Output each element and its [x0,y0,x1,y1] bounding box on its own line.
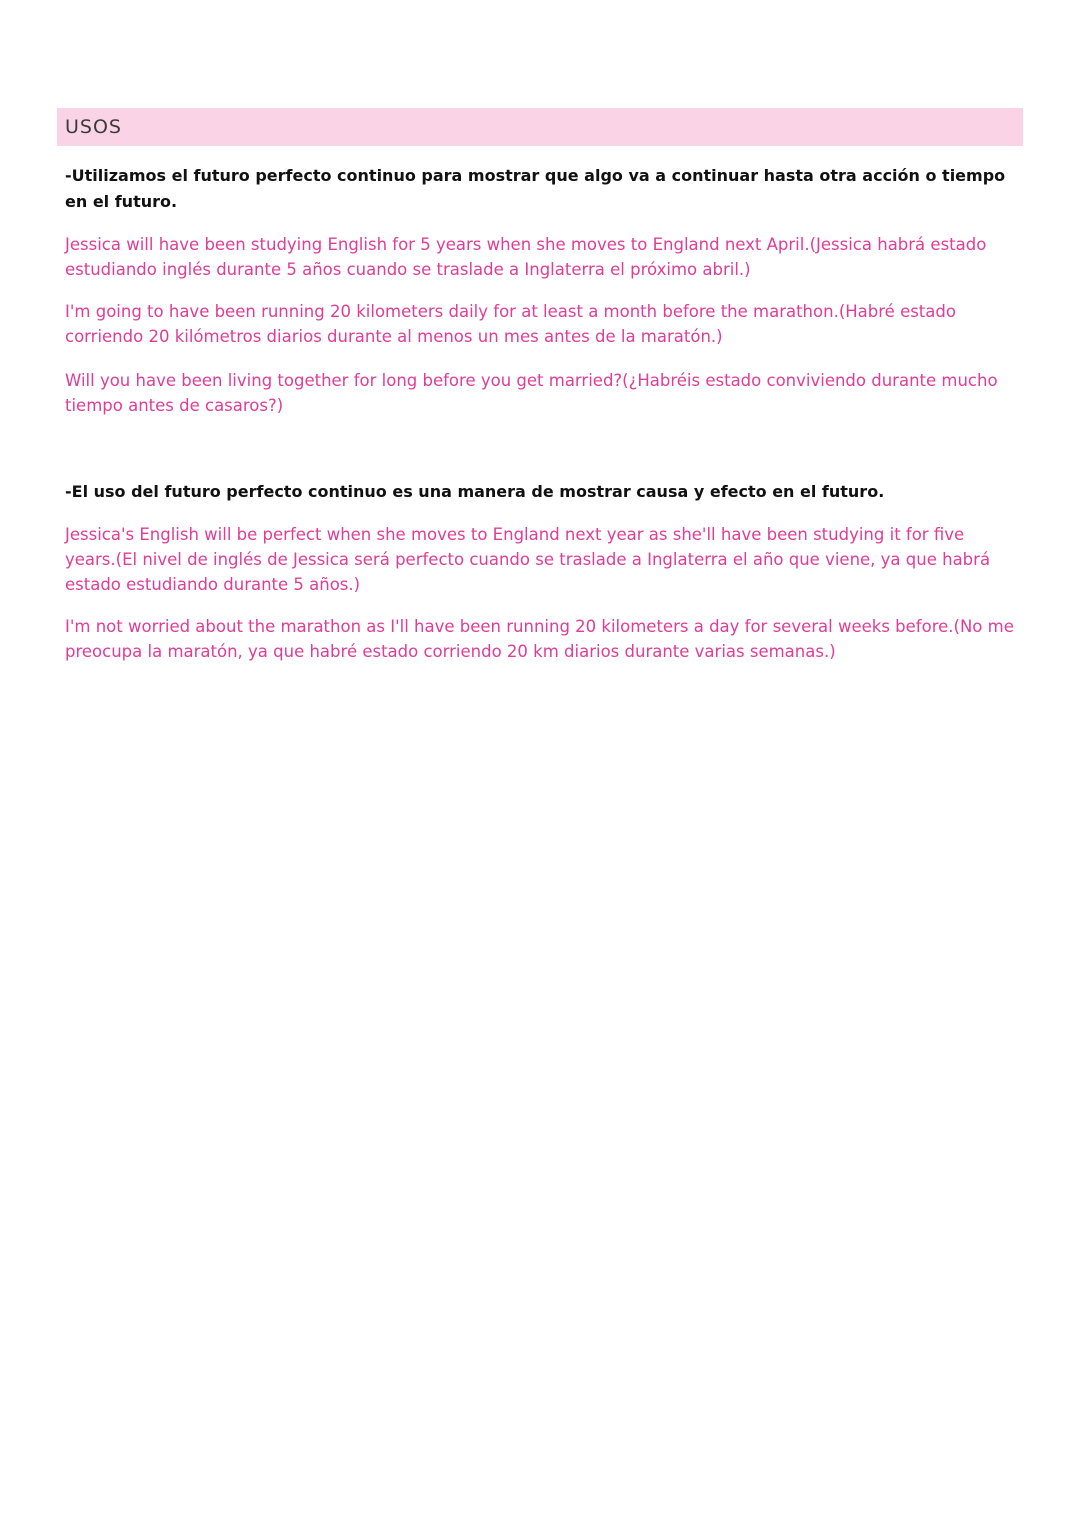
usage-rule-2: -El uso del futuro perfecto continuo es una manera de mostrar causa y efecto en el futuro. [65,482,885,501]
section-header-usos [57,108,1023,146]
section-title: USOS [65,116,122,138]
usage-rule-1: -Utilizamos el futuro perfecto continuo para mostrar que algo va a continuar hasta otra acción o tiempo en el futuro. [65,166,1006,211]
example-sentence-4: Jessica's English will be perfect when she moves to England next year as she'll have been studying it for five years.(El nivel de inglés de Jessica será perfecto cuando se traslade a Inglaterra el año que viene, ya que habrá estado estudiando durante 5 años.) [65,525,991,594]
example-sentence-3: Will you have been living together for long before you get married?(¿Habréis estado conviviendo durante mucho tiempo antes de casaros?) [65,371,998,415]
example-sentence-2: I'm going to have been running 20 kilometers daily for at least a month before the marathon.(Habré estado corriendo 20 kilómetros diarios durante al menos un mes antes de la maratón.) [65,302,956,346]
example-sentence-5: I'm not worried about the marathon as I'll have been running 20 kilometers a day for several weeks before.(No me preocupa la maratón, ya que habré estado corriendo 20 km diarios durante varias semanas.) [65,617,1014,661]
example-sentence-1: Jessica will have been studying English for 5 years when she moves to England next April.(Jessica habrá estado estudiando inglés durante 5 años cuando se traslade a Inglaterra el próximo abril.) [65,235,987,279]
